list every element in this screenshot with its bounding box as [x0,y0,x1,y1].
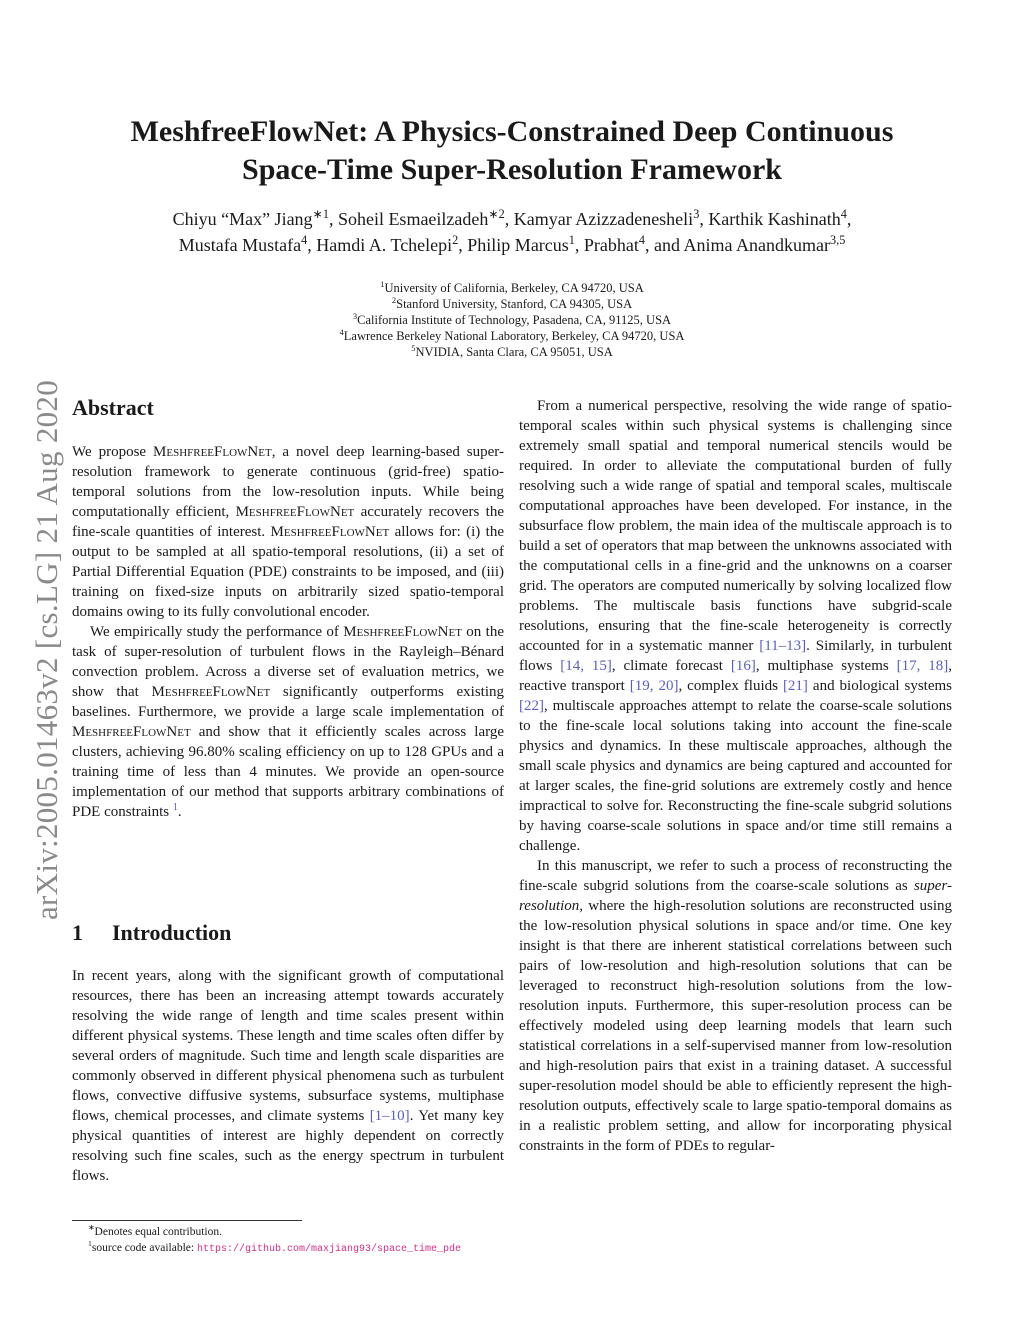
abstract-heading: Abstract [72,395,154,420]
title-line-2: Space-Time Super-Resolution Framework [242,153,782,186]
section-number: 1 [72,920,83,945]
right-column [519,396,952,1156]
affiliation: $^1$University of California, Berkeley, CA 94720, USA [380,278,644,295]
arxiv-identifier: arXiv:2005.01463v2 [cs.LG] 21 Aug 2020 [29,379,64,921]
affiliation: $^5$NVIDIA, Santa Clara, CA 95051, USA [411,342,613,359]
right-paragraph-1: From a numerical perspective, resolving the wide range of spatio-temporal scales within such physical systems is challenging since extremely small spatial and temporal numerical stencils would be required. In order to alleviate the computational burden of fully resolving such a wide range of spatial and temporal scales, multiscale computational approaches have been developed. For instance, in the subsurface flow problem, the main idea of the multiscale approach is to build a set of operators that map between the unknowns associated with the computational cells in a fine-grid and the unknowns on a coarser grid. The operators are computed numerically by solving localized flow problems. The multiscale basis functions have subgrid-scale resolutions, ensuring that the fine-scale heterogeneity is correctly accounted for in a systematic manner [11–13]. Similarly, in turbulent flows [14, 15], climate forecast [16], multiphase systems [17, 18], reactive transport [19, 20], complex fluids [21] and biological systems [22], multiscale approaches attempt to relate the coarse-scale solutions to the fine-scale local solutions taking into account the fine-scale physics and dynamics. In these multiscale approaches, although the small scale physics and dynamics are being captured and accounted for at larger scales, the fine-grid solutions are extremely costly and hence impractical to solve for. Reconstructing the fine-scale subgrid solutions by having coarse-scale solutions in space and/or time still remains a challenge. [519,398,952,854]
citation-link[interactable]: [1–10] [369,1108,410,1124]
citation-link[interactable]: [16] [730,658,756,674]
right-paragraph-2: In this manuscript, we refer to such a process of reconstructing the fine-scale subgrid solutions from the coarse-scale solutions as super-resolution, where the high-resolution solutions are reconstructed using the low-resolution physical solutions in space and/or time. One key insight is that there are inherent statistical correlations between such pairs of low-resolution and high-resolution solutions that can be leveraged to reconstruct high-resolution solutions from the low-resolution inputs. Furthermore, this super-resolution process can be effectively modeled using deep learning models that learn such statistical correlations in a self-supervised manner from low-resolution and high-resolution pairs that exist in a training dataset. A successful super-resolution model should be able to efficiently represent the high-resolution outputs, effectively scale to large spatio-temporal domains as in a realistic problem setting, and allow for incorporating physical constraints in the form of PDEs to regular- [519,858,952,1154]
author-name: Hamdi A. Tchelepi$^2$ [316,233,459,255]
footnote-source-code: $^1$source code available: https://github.com/maxjiang93/space_time_pde [88,1239,461,1255]
method-name: MeshfreeFlowNet [270,524,390,540]
affiliation: $^2$Stanford University, Stanford, CA 94305, USA [391,294,633,311]
author-name: Soheil Esmaeilzadeh$^{∗2}$ [337,207,505,229]
citation-link[interactable]: [14, 15] [560,658,612,674]
citation-link[interactable]: [21] [782,678,808,694]
citation-link[interactable]: [17, 18] [896,658,949,674]
footnote-rule [72,1220,302,1221]
author-name: Chiyu “Max” Jiang$^{∗1}$ [172,207,329,229]
source-code-link[interactable]: https://github.com/maxjiang93/space_time_pde [196,1244,461,1255]
arxiv-sidebar [22,350,72,950]
author-name: Prabhat$^4$ [583,233,646,255]
method-name: MeshfreeFlowNet [153,444,272,460]
affiliation: $^4$Lawrence Berkeley National Laboratory, Berkeley, CA 94720, USA [339,326,685,343]
method-name: MeshfreeFlowNet [151,684,271,700]
method-name: MeshfreeFlowNet [72,724,191,740]
citation-link[interactable]: [11–13] [759,638,807,654]
affiliation: $^3$California Institute of Technology, Pasadena, CA, 91125, USA [352,310,672,327]
method-name: MeshfreeFlowNet [235,504,355,520]
introduction-body [72,966,504,1186]
paper-title [80,113,944,189]
method-name: MeshfreeFlowNet [343,624,462,640]
author-name: Philip Marcus$^1$ [467,233,575,255]
author-name: Anima Anandkumar$^{3,5}$ [683,233,846,255]
author-name: Mustafa Mustafa$^4$ [178,233,308,255]
citation-link[interactable]: 1 [172,802,178,813]
section-title: Introduction [112,920,232,945]
author-list: Chiyu “Max” Jiang$^{∗1}$, Soheil Esmaeilzadeh$^{∗2}$, Kamyar Azizzadenesheli$^3$, Karthik Kashinath$^4$, Mustafa Mustafa$^4$, Hamdi A. Tchelepi$^2$, Philip Marcus$^1$, Prabhat$^4$, and Anima Anandkumar$^{3,5}$ [172,207,852,255]
author-name: Kamyar Azizzadenesheli$^3$ [513,207,700,229]
abstract-paragraph-2: We empirically study the performance of MeshfreeFlowNet on the task of super-resolution of turbulent flows in the Rayleigh–Bénard convection problem. Across a diverse set of evaluation metrics, we show that MeshfreeFlowNet significantly outperforms existing baselines. Furthermore, we provide a large scale implementation of MeshfreeFlowNet and show that it efficiently scales across large clusters, achieving 96.80% scaling efficiency on up to 128 GPUs and a training time of less than 4 minutes. We provide an open-source implementation of our method that supports arbitrary combinations of PDE constraints $^1$. [72,624,505,820]
citation-link[interactable]: [22] [519,698,544,714]
footnote-equal-contribution: ∗Denotes equal contribution. [88,1223,222,1238]
title-line-1: MeshfreeFlowNet: A Physics-Constrained Deep Continuous [130,115,894,148]
footnotes [72,1224,532,1258]
affiliation-list [80,280,944,360]
citation-link[interactable]: [19, 20] [629,678,679,694]
abstract-body [72,442,504,822]
introduction-heading [72,920,231,946]
author-name: Karthik Kashinath$^4$ [708,207,847,229]
introduction-paragraph-1: In recent years, along with the significant growth of computational resources, there has been an increasing attempt towards accurately resolving the wide range of length and time scales present within different physical systems. These length and time scales often differ by several orders of magnitude. Such time and length scale disparities are commonly observed in different physical phenomena such as turbulent flows, convective diffusive systems, subsurface systems, multiphase flows, chemical processes, and climate systems [1–10]. Yet many key physical quantities of interest are highly dependent on correctly resolving such fine scales, such as the energy spectrum in turbulent flows. [72,968,504,1184]
abstract-paragraph-1: We propose MeshfreeFlowNet, a novel deep learning-based super-resolution framework to generate continuous (grid-free) spatio-temporal solutions from the low-resolution inputs. While being computationally efficient, MeshfreeFlowNet accurately recovers the fine-scale quantities of interest. MeshfreeFlowNet allows for: (i) the output to be sampled at all spatio-temporal resolutions, (ii) a set of Partial Differential Equation (PDE) constraints to be imposed, and (iii) training on fixed-size inputs on arbitrarily sized spatio-temporal domains owing to its fully convolutional encoder. [72,444,504,620]
